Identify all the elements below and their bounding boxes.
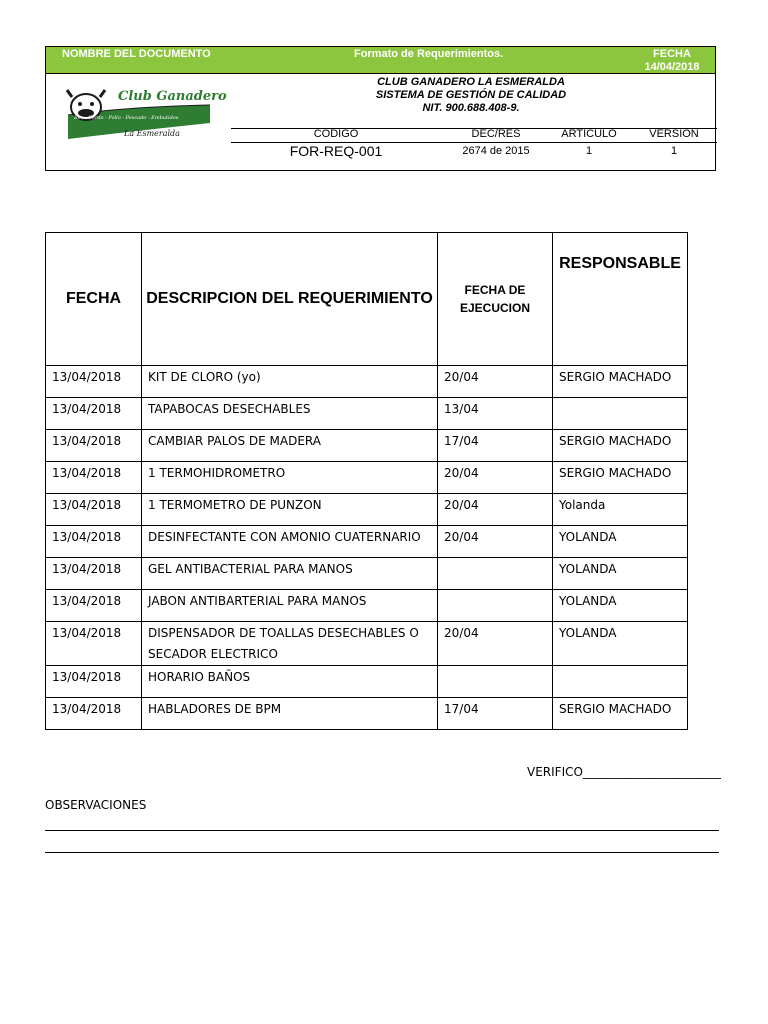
cell-responsable — [553, 398, 688, 430]
table-row — [46, 622, 688, 666]
cell-responsable: YOLANDA — [553, 590, 688, 622]
cell-responsable: SERGIO MACHADO — [553, 462, 688, 494]
cell-descripcion: TAPABOCAS DESECHABLES — [142, 398, 438, 430]
cell-fecha-ejecucion: 20/04 — [438, 462, 553, 494]
cell-fecha-ejecucion — [438, 666, 553, 698]
cell-descripcion: HORARIO BAÑOS — [142, 666, 438, 698]
cell-responsable — [553, 666, 688, 698]
table-row — [46, 666, 688, 698]
version-label: VERSION — [649, 128, 699, 140]
cell-descripcion: GEL ANTIBACTERIAL PARA MANOS — [142, 558, 438, 590]
col-header-descripcion: DESCRIPCION DEL REQUERIMIENTO — [142, 233, 438, 366]
cell-fecha-ejecucion: 17/04 — [438, 430, 553, 462]
cell-responsable: YOLANDA — [553, 622, 688, 666]
cell-responsable: SERGIO MACHADO — [553, 366, 688, 398]
company-name: CLUB GANADERO LA ESMERALDA — [377, 76, 565, 88]
cell-fecha: 13/04/2018 — [46, 494, 142, 526]
table-row — [46, 698, 688, 730]
header-bar — [46, 47, 715, 74]
cell-fecha: 13/04/2018 — [46, 590, 142, 622]
logo-sub-text: La Esmeralda — [124, 129, 180, 138]
col-header-fecha: FECHA — [46, 233, 142, 366]
document-header — [45, 46, 716, 171]
cell-responsable: SERGIO MACHADO — [553, 430, 688, 462]
col-header-responsable: RESPONSABLE — [553, 233, 688, 366]
cell-fecha: 13/04/2018 — [46, 526, 142, 558]
requirements-table — [45, 232, 688, 730]
verifico-signature-line: VERIFICO_______________________ — [527, 765, 721, 779]
quality-system: SISTEMA DE GESTIÓN DE CALIDAD — [375, 89, 567, 101]
cell-responsable: Yolanda — [553, 494, 688, 526]
cell-fecha-ejecucion: 20/04 — [438, 622, 553, 666]
cell-fecha: 13/04/2018 — [46, 558, 142, 590]
cell-fecha: 13/04/2018 — [46, 366, 142, 398]
cell-fecha: 13/04/2018 — [46, 622, 142, 666]
cell-fecha-ejecucion — [438, 558, 553, 590]
cell-responsable: SERGIO MACHADO — [553, 698, 688, 730]
table-header-row — [46, 233, 688, 366]
cell-descripcion: HABLADORES DE BPM — [142, 698, 438, 730]
cell-responsable: YOLANDA — [553, 558, 688, 590]
logo-main-text: Club Ganadero — [118, 89, 227, 104]
cell-fecha-ejecucion: 20/04 — [438, 494, 553, 526]
cell-fecha-ejecucion — [438, 590, 553, 622]
cell-fecha: 13/04/2018 — [46, 398, 142, 430]
version-value: 1 — [670, 145, 678, 157]
table-row — [46, 590, 688, 622]
cell-descripcion: 1 TERMOHIDROMETRO — [142, 462, 438, 494]
doc-name-label: NOMBRE DEL DOCUMENTO — [62, 48, 211, 60]
cell-fecha-ejecucion: 13/04 — [438, 398, 553, 430]
table-row — [46, 558, 688, 590]
cell-responsable: YOLANDA — [553, 526, 688, 558]
articulo-value: 1 — [585, 145, 593, 157]
table-row — [46, 398, 688, 430]
logo-products-text: Res - Cerdo - Pollo - Pescado - Embutidos — [74, 115, 179, 121]
table-row — [46, 526, 688, 558]
cell-descripcion: 1 TERMOMETRO DE PUNZON — [142, 494, 438, 526]
cell-descripcion: DESINFECTANTE CON AMONIO CUATERNARIO — [142, 526, 438, 558]
decres-label: DEC/RES — [471, 128, 521, 140]
doc-title: Formato de Requerimientos. — [354, 48, 504, 60]
decres-value: 2674 de 2015 — [462, 145, 530, 157]
col-header-fecha-ejecucion: FECHA DE EJECUCION — [438, 233, 553, 366]
code-value: FOR-REQ-001 — [289, 143, 383, 159]
observaciones-line-2 — [45, 852, 719, 853]
cell-fecha: 13/04/2018 — [46, 430, 142, 462]
cell-fecha-ejecucion: 17/04 — [438, 698, 553, 730]
articulo-label: ARTICULO — [561, 128, 617, 140]
code-label: CODIGO — [313, 128, 359, 140]
cell-fecha: 13/04/2018 — [46, 698, 142, 730]
cell-fecha: 13/04/2018 — [46, 462, 142, 494]
cell-fecha-ejecucion: 20/04 — [438, 366, 553, 398]
date-label: FECHA — [653, 48, 691, 60]
company-nit: NIT. 900.688.408-9. — [422, 102, 520, 114]
observaciones-line-1 — [45, 830, 719, 831]
cell-descripcion: CAMBIAR PALOS DE MADERA — [142, 430, 438, 462]
observaciones-label: OBSERVACIONES — [45, 798, 147, 812]
cell-descripcion: JABON ANTIBARTERIAL PARA MANOS — [142, 590, 438, 622]
cell-fecha: 13/04/2018 — [46, 666, 142, 698]
cell-descripcion: DISPENSADOR DE TOALLAS DESECHABLES O SECADOR ELECTRICO — [142, 622, 438, 666]
table-row — [46, 366, 688, 398]
table-row — [46, 430, 688, 462]
date-value: 14/04/2018 — [644, 61, 700, 73]
table-row — [46, 462, 688, 494]
cell-descripcion: KIT DE CLORO (yo) — [142, 366, 438, 398]
table-row — [46, 494, 688, 526]
cell-fecha-ejecucion: 20/04 — [438, 526, 553, 558]
club-ganadero-logo — [64, 85, 227, 145]
